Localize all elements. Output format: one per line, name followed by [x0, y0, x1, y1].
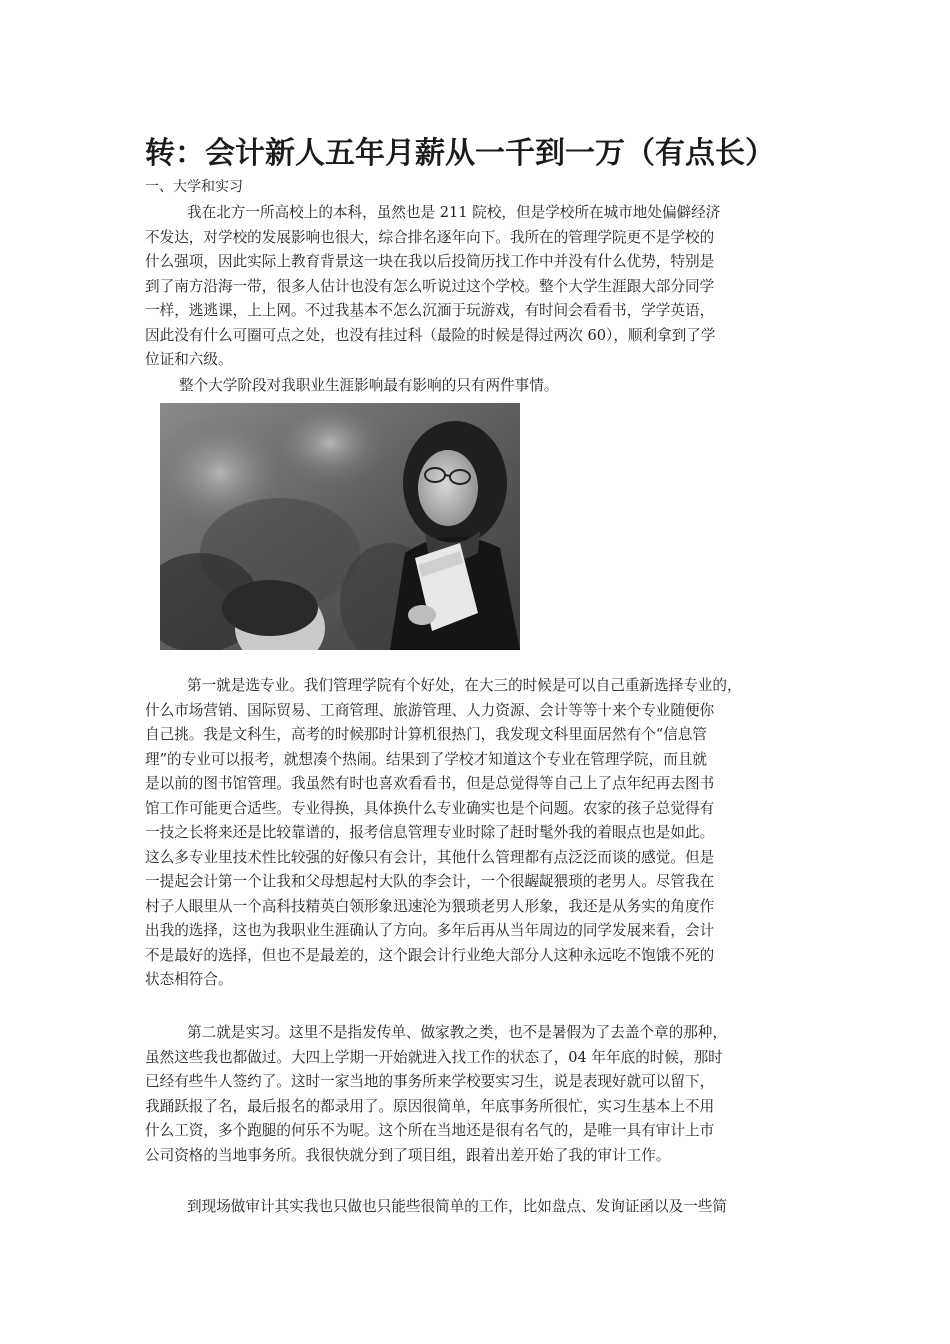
- paragraph-line: 我在北方一所高校上的本科，虽然也是 211 院校，但是学校所在城市地处偏僻经济: [187, 204, 721, 221]
- paragraph-line: 什么市场营销、国际贸易、工商管理、旅游管理、人力资源、会计等等十来个专业随便你: [145, 701, 715, 719]
- paragraph-line: 什么工资，多个跑腿的何乐不为呢。这个所在当地还是很有名气的，是唯一具有审计上市: [145, 1122, 715, 1139]
- paragraph-line: 整个大学阶段对我职业生涯影响最有影响的只有两件事情。: [179, 377, 559, 394]
- paragraph-1: [145, 201, 825, 373]
- paragraph-line: 出我的选择，这也为我职业生涯确认了方向。多年后再从当年周边的同学发展来看，会计: [145, 922, 715, 939]
- paragraph-line: 理”的专业可以报考，就想凑个热闹。结果到了学校才知道这个专业在管理学院，而且就: [145, 750, 708, 768]
- paragraph-line: 一样，逃逃课，上上网。不过我基本不怎么沉湎于玩游戏，有时间会看看书，学学英语，: [145, 302, 715, 319]
- crowd-photo: [160, 403, 520, 650]
- paragraph-line: 第二就是实习。这里不是指发传单、做家教之类，也不是暑假为了去盖个章的那种，: [187, 1024, 727, 1041]
- paragraph-line: 因此没有什么可圈可点之处，也没有挂过科（最险的时候是得过两次 60），顺利拿到了学: [145, 326, 716, 344]
- document-title: 转：会计新人五年月薪从一千到一万（有点长）: [145, 136, 775, 171]
- paragraph-2: [145, 374, 825, 399]
- paragraph-line: 一提起会计第一个让我和父母想起村大队的李会计，一个很龌龊猥琐的老男人。尽管我在: [145, 873, 715, 890]
- paragraph-5: [145, 1195, 825, 1220]
- paragraph-line: 虽然这些我也都做过。大四上学期一开始就进入找工作的状态了，04 年年底的时候，那时: [145, 1048, 723, 1066]
- paragraph-4: [145, 1021, 825, 1168]
- paragraph-line: 是以前的图书馆管理。我虽然有时也喜欢看看书，但是总觉得等自己上了点年纪再去图书: [145, 775, 715, 792]
- paragraph-line: 不发达，对学校的发展影响也很大，综合排名逐年向下。我所在的管理学院更不是学校的: [145, 228, 715, 246]
- paragraph-line: 已经有些牛人签约了。这时一家当地的事务所来学校要实习生，说是表现好就可以留下，: [145, 1073, 715, 1090]
- section-heading: 一、大学和实习: [145, 179, 243, 195]
- paragraph-3: [145, 674, 825, 993]
- paragraph-line: 馆工作可能更合适些。专业得换，具体换什么专业确实也是个问题。农家的孩子总觉得有: [145, 799, 715, 817]
- paragraph-line: 状态相符合。: [145, 971, 233, 988]
- paragraph-line: 公司资格的当地事务所。我很快就分到了项目组，跟着出差开始了我的审计工作。: [145, 1146, 671, 1164]
- paragraph-line: 位证和六级。: [145, 351, 233, 368]
- paragraph-line: 不是最好的选择，但也不是最差的，这个跟会计行业绝大部分人这种永远吃不饱饿不死的: [145, 946, 715, 964]
- paragraph-line: 到了南方沿海一带，很多人估计也没有怎么听说过这个学校。整个大学生涯跟大部分同学: [145, 277, 715, 295]
- paragraph-line: 村子人眼里从一个高科技精英白领形象迅速沦为猥琐老男人形象，我还是从务实的角度作: [145, 897, 715, 915]
- paragraph-line: 自己挑。我是文科生，高考的时候那时计算机很热门，我发现文科里面居然有个“信息管: [145, 726, 708, 743]
- paragraph-line: 什么强项，因此实际上教育背景这一块在我以后投简历找工作中并没有什么优势，特别是: [145, 253, 715, 270]
- paragraph-line: 第一就是选专业。我们管理学院有个好处，在大三的时候是可以自己重新选择专业的，: [187, 677, 742, 694]
- paragraph-line: 我踊跃报了名，最后报名的都录用了。原因很简单，年底事务所很忙，实习生基本上不用: [145, 1097, 715, 1115]
- paragraph-line: 这么多专业里技术性比较强的好像只有会计，其他什么管理都有点泛泛而谈的感觉。但是: [145, 848, 715, 866]
- paragraph-line: 一技之长将来还是比较靠谱的，报考信息管理专业时除了赶时髦外我的着眼点也是如此。: [145, 824, 715, 841]
- paragraph-line: 到现场做审计其实我也只做也只能些很简单的工作，比如盘点、发询证函以及一些简: [187, 1198, 727, 1215]
